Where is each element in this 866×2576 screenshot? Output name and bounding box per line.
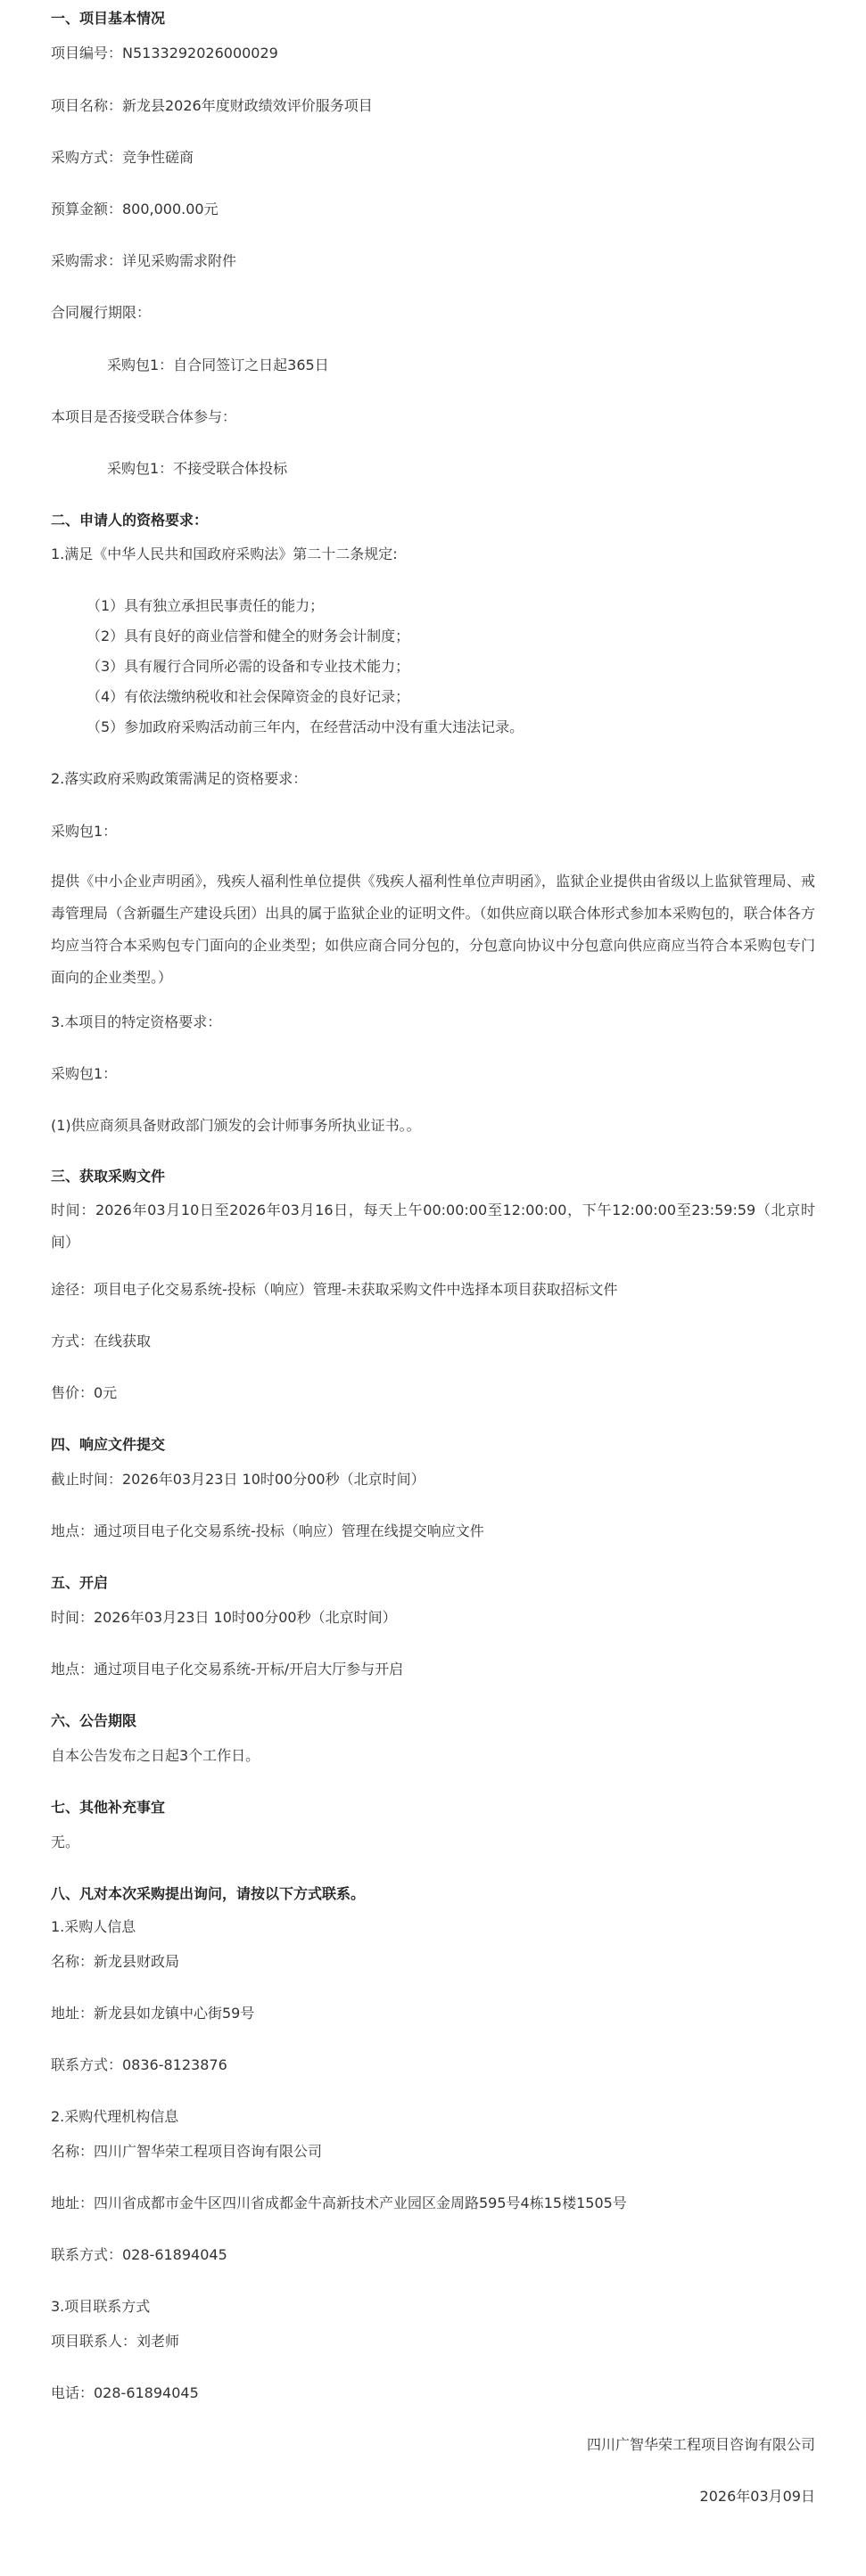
section-3-heading: 三、获取采购文件 xyxy=(51,1168,166,1185)
buyer-name: 名称：新龙县财政局 xyxy=(51,1953,180,1970)
supplementary-matters: 无。 xyxy=(51,1834,80,1850)
requirement-item: （4）有依法缴纳税收和社会保障资金的良好记录； xyxy=(87,688,410,705)
section-5-heading: 五、开启 xyxy=(51,1574,109,1591)
agency-name: 名称：四川广智华荣工程项目咨询有限公司 xyxy=(51,2143,323,2160)
requirement-item: （5）参加政府采购活动前三年内，在经营活动中没有重大违法记录。 xyxy=(87,718,524,735)
requirement-3-text: (1)供应商须具备财政部门颁发的会计师事务所执业证书。。 xyxy=(51,1117,421,1134)
project-contact-label: 3.项目联系方式 xyxy=(51,2298,151,2315)
requirement-3-package: 采购包1： xyxy=(51,1065,118,1082)
document-price: 售价：0元 xyxy=(51,1384,118,1401)
submission-deadline: 截止时间：2026年03月23日 10时00分00秒（北京时间） xyxy=(51,1471,425,1488)
project-name: 项目名称：新龙县2026年度财政绩效评价服务项目 xyxy=(51,97,373,114)
procurement-demand: 采购需求：详见采购需求附件 xyxy=(51,252,237,269)
section-4-heading: 四、响应文件提交 xyxy=(51,1436,166,1453)
section-7-heading: 七、其他补充事宜 xyxy=(51,1799,166,1816)
consortium-label: 本项目是否接受联合体参与： xyxy=(51,408,237,425)
notice-period: 自本公告发布之日起3个工作日。 xyxy=(51,1747,260,1764)
opening-place: 地点：通过项目电子化交易系统-开标/开启大厅参与开启 xyxy=(51,1661,404,1678)
buyer-info-label: 1.采购人信息 xyxy=(51,1918,136,1935)
contract-period-package: 采购包1：自合同签订之日起365日 xyxy=(107,357,329,373)
footer-company: 四川广智华荣工程项目咨询有限公司 xyxy=(586,2436,815,2453)
footer-date: 2026年03月09日 xyxy=(699,2488,815,2505)
requirement-2: 2.落实政府采购政策需满足的资格要求： xyxy=(51,770,308,787)
requirement-item: （2）具有良好的商业信誉和健全的财务会计制度； xyxy=(87,628,410,644)
agency-address: 地址：四川省成都市金牛区四川省成都金牛高新技术产业园区金周路595号4栋15楼1505号 xyxy=(51,2195,627,2211)
project-contact-person: 项目联系人：刘老师 xyxy=(51,2333,180,2350)
buyer-contact: 联系方式：0836-8123876 xyxy=(51,2056,227,2073)
contract-period-label: 合同履行期限： xyxy=(51,304,152,321)
consortium-package: 采购包1：不接受联合体投标 xyxy=(107,460,288,477)
budget-amount: 预算金额：800,000.00元 xyxy=(51,201,219,217)
obtain-way: 途径：项目电子化交易系统-投标（响应）管理-未获取采购文件中选择本项目获取招标文件 xyxy=(51,1281,618,1298)
requirement-1: 1.满足《中华人民共和国政府采购法》第二十二条规定: xyxy=(51,546,398,562)
obtain-mode: 方式：在线获取 xyxy=(51,1333,152,1350)
section-8-heading: 八、凡对本次采购提出询问，请按以下方式联系。 xyxy=(51,1885,366,1902)
procurement-method: 采购方式：竞争性磋商 xyxy=(51,149,194,166)
opening-time: 时间：2026年03月23日 10时00分00秒（北京时间） xyxy=(51,1609,397,1626)
project-number: 项目编号：N5133292026000029 xyxy=(51,45,278,62)
section-6-heading: 六、公告期限 xyxy=(51,1712,137,1729)
requirement-2-package: 采购包1： xyxy=(51,823,118,840)
section-1-heading: 一、项目基本情况 xyxy=(51,10,166,27)
submission-place: 地点：通过项目电子化交易系统-投标（响应）管理在线提交响应文件 xyxy=(51,1522,484,1539)
requirement-item: （3）具有履行合同所必需的设备和专业技术能力； xyxy=(87,658,410,675)
agency-info-label: 2.采购代理机构信息 xyxy=(51,2108,179,2125)
project-contact-phone: 电话：028-61894045 xyxy=(51,2384,199,2401)
obtain-time: 时间：2026年03月10日至2026年03月16日，每天上午00:00:00至12:00:00，下午12:00:00至23:59:59（北京时间） xyxy=(51,1202,815,1251)
agency-contact: 联系方式：028-61894045 xyxy=(51,2246,227,2263)
buyer-address: 地址：新龙县如龙镇中心街59号 xyxy=(51,2005,255,2022)
requirement-3: 3.本项目的特定资格要求： xyxy=(51,1013,222,1030)
section-2-heading: 二、申请人的资格要求： xyxy=(51,512,209,529)
requirement-2-text: 提供《中小企业声明函》，残疾人福利性单位提供《残疾人福利性单位声明函》，监狱企业提供由省级以上监狱管理局、戒毒管理局（含新疆生产建设兵团）出具的属于监狱企业的证明文件。（如供应商以联合体形式参加本采购包的，联合体各方均应当符合本采购包专门面向的企业类型；如供应商合同分包的，分包意向协议中分包意向供应商应当符合本采购包专门面向的企业类型。） xyxy=(51,873,815,986)
requirement-item: （1）具有独立承担民事责任的能力； xyxy=(87,597,325,614)
